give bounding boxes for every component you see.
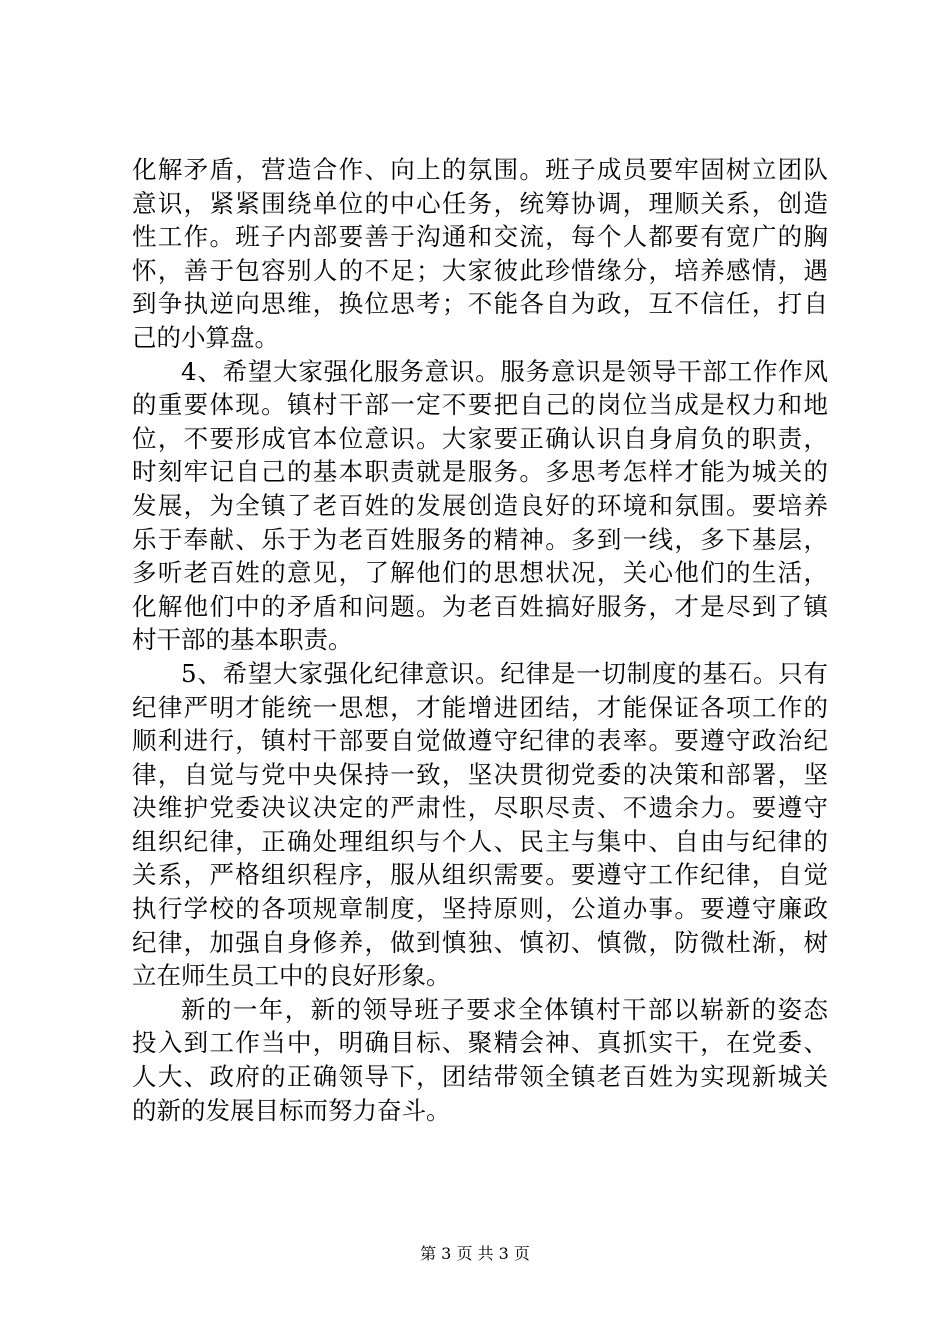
text-line: 投入到工作当中，明确目标、聚精会神、真抓实干，在党委、 xyxy=(132,1028,828,1058)
text-line: 村干部的基本职责。 xyxy=(132,625,353,655)
text-line: 立在师生员工中的良好形象。 xyxy=(132,961,451,991)
text-line: 纪律，加强自身修养，做到慎独、慎初、慎微，防微杜渐，树 xyxy=(132,927,828,957)
text-line: 意识，紧紧围绕单位的中心任务，统筹协调，理顺关系，创造 xyxy=(132,188,828,218)
text-line: 4、希望大家强化服务意识。服务意识是领导干部工作作风 xyxy=(181,356,828,386)
text-line: 化解矛盾，营造合作、向上的氛围。班子成员要牢固树立团队 xyxy=(132,155,828,184)
paragraph-2 xyxy=(132,355,828,657)
text-line: 怀，善于包容别人的不足；大家彼此珍惜缘分，培养感情，遇 xyxy=(132,255,828,285)
paragraph-4 xyxy=(132,993,828,1127)
text-line: 到争执逆向思维，换位思考；不能各自为政，互不信任，打自 xyxy=(132,289,828,319)
text-line: 己的小算盘。 xyxy=(132,322,279,352)
paragraph-1 xyxy=(132,153,828,355)
text-line: 性工作。班子内部要善于沟通和交流，每个人都要有宽广的胸 xyxy=(132,222,828,252)
text-line: 组织纪律，正确处理组织与个人、民主与集中、自由与纪律的 xyxy=(132,826,828,856)
text-line: 位，不要形成官本位意识。大家要正确认识自身肩负的职责， xyxy=(132,423,828,453)
text-line: 的新的发展目标而努力奋斗。 xyxy=(132,1095,451,1125)
document-body xyxy=(132,153,828,1127)
text-line: 人大、政府的正确领导下，团结带领全镇老百姓为实现新城关 xyxy=(132,1062,828,1092)
text-line: 关系，严格组织程序，服从组织需要。要遵守工作纪律，自觉 xyxy=(132,860,828,890)
text-line: 决维护党委决议决定的严肃性，尽职尽责、不遗余力。要遵守 xyxy=(132,793,828,823)
page-number-footer: 第 3 页 共 3 页 xyxy=(420,1244,530,1263)
text-line: 新的一年，新的领导班子要求全体镇村干部以崭新的姿态 xyxy=(181,994,828,1024)
text-line: 律，自觉与党中央保持一致，坚决贯彻党委的决策和部署，坚 xyxy=(132,759,828,789)
text-line: 5、希望大家强化纪律意识。纪律是一切制度的基石。只有 xyxy=(181,658,828,688)
text-line: 多听老百姓的意见，了解他们的思想状况，关心他们的生活， xyxy=(132,558,828,588)
text-line: 时刻牢记自己的基本职责就是服务。多思考怎样才能为城关的 xyxy=(132,457,828,487)
text-line: 的重要体现。镇村干部一定不要把自己的岗位当成是权力和地 xyxy=(132,390,828,420)
text-line: 纪律严明才能统一思想，才能增进团结，才能保证各项工作的 xyxy=(132,692,828,722)
text-line: 顺利进行，镇村干部要自觉做遵守纪律的表率。要遵守政治纪 xyxy=(132,726,828,756)
text-line: 化解他们中的矛盾和问题。为老百姓搞好服务，才是尽到了镇 xyxy=(132,591,828,621)
paragraph-3 xyxy=(132,657,828,993)
text-line: 执行学校的各项规章制度，坚持原则，公道办事。要遵守廉政 xyxy=(132,894,828,924)
text-line: 发展，为全镇了老百姓的发展创造良好的环境和氛围。要培养 xyxy=(132,490,828,520)
text-line: 乐于奉献、乐于为老百姓服务的精神。多到一线，多下基层， xyxy=(132,524,828,554)
